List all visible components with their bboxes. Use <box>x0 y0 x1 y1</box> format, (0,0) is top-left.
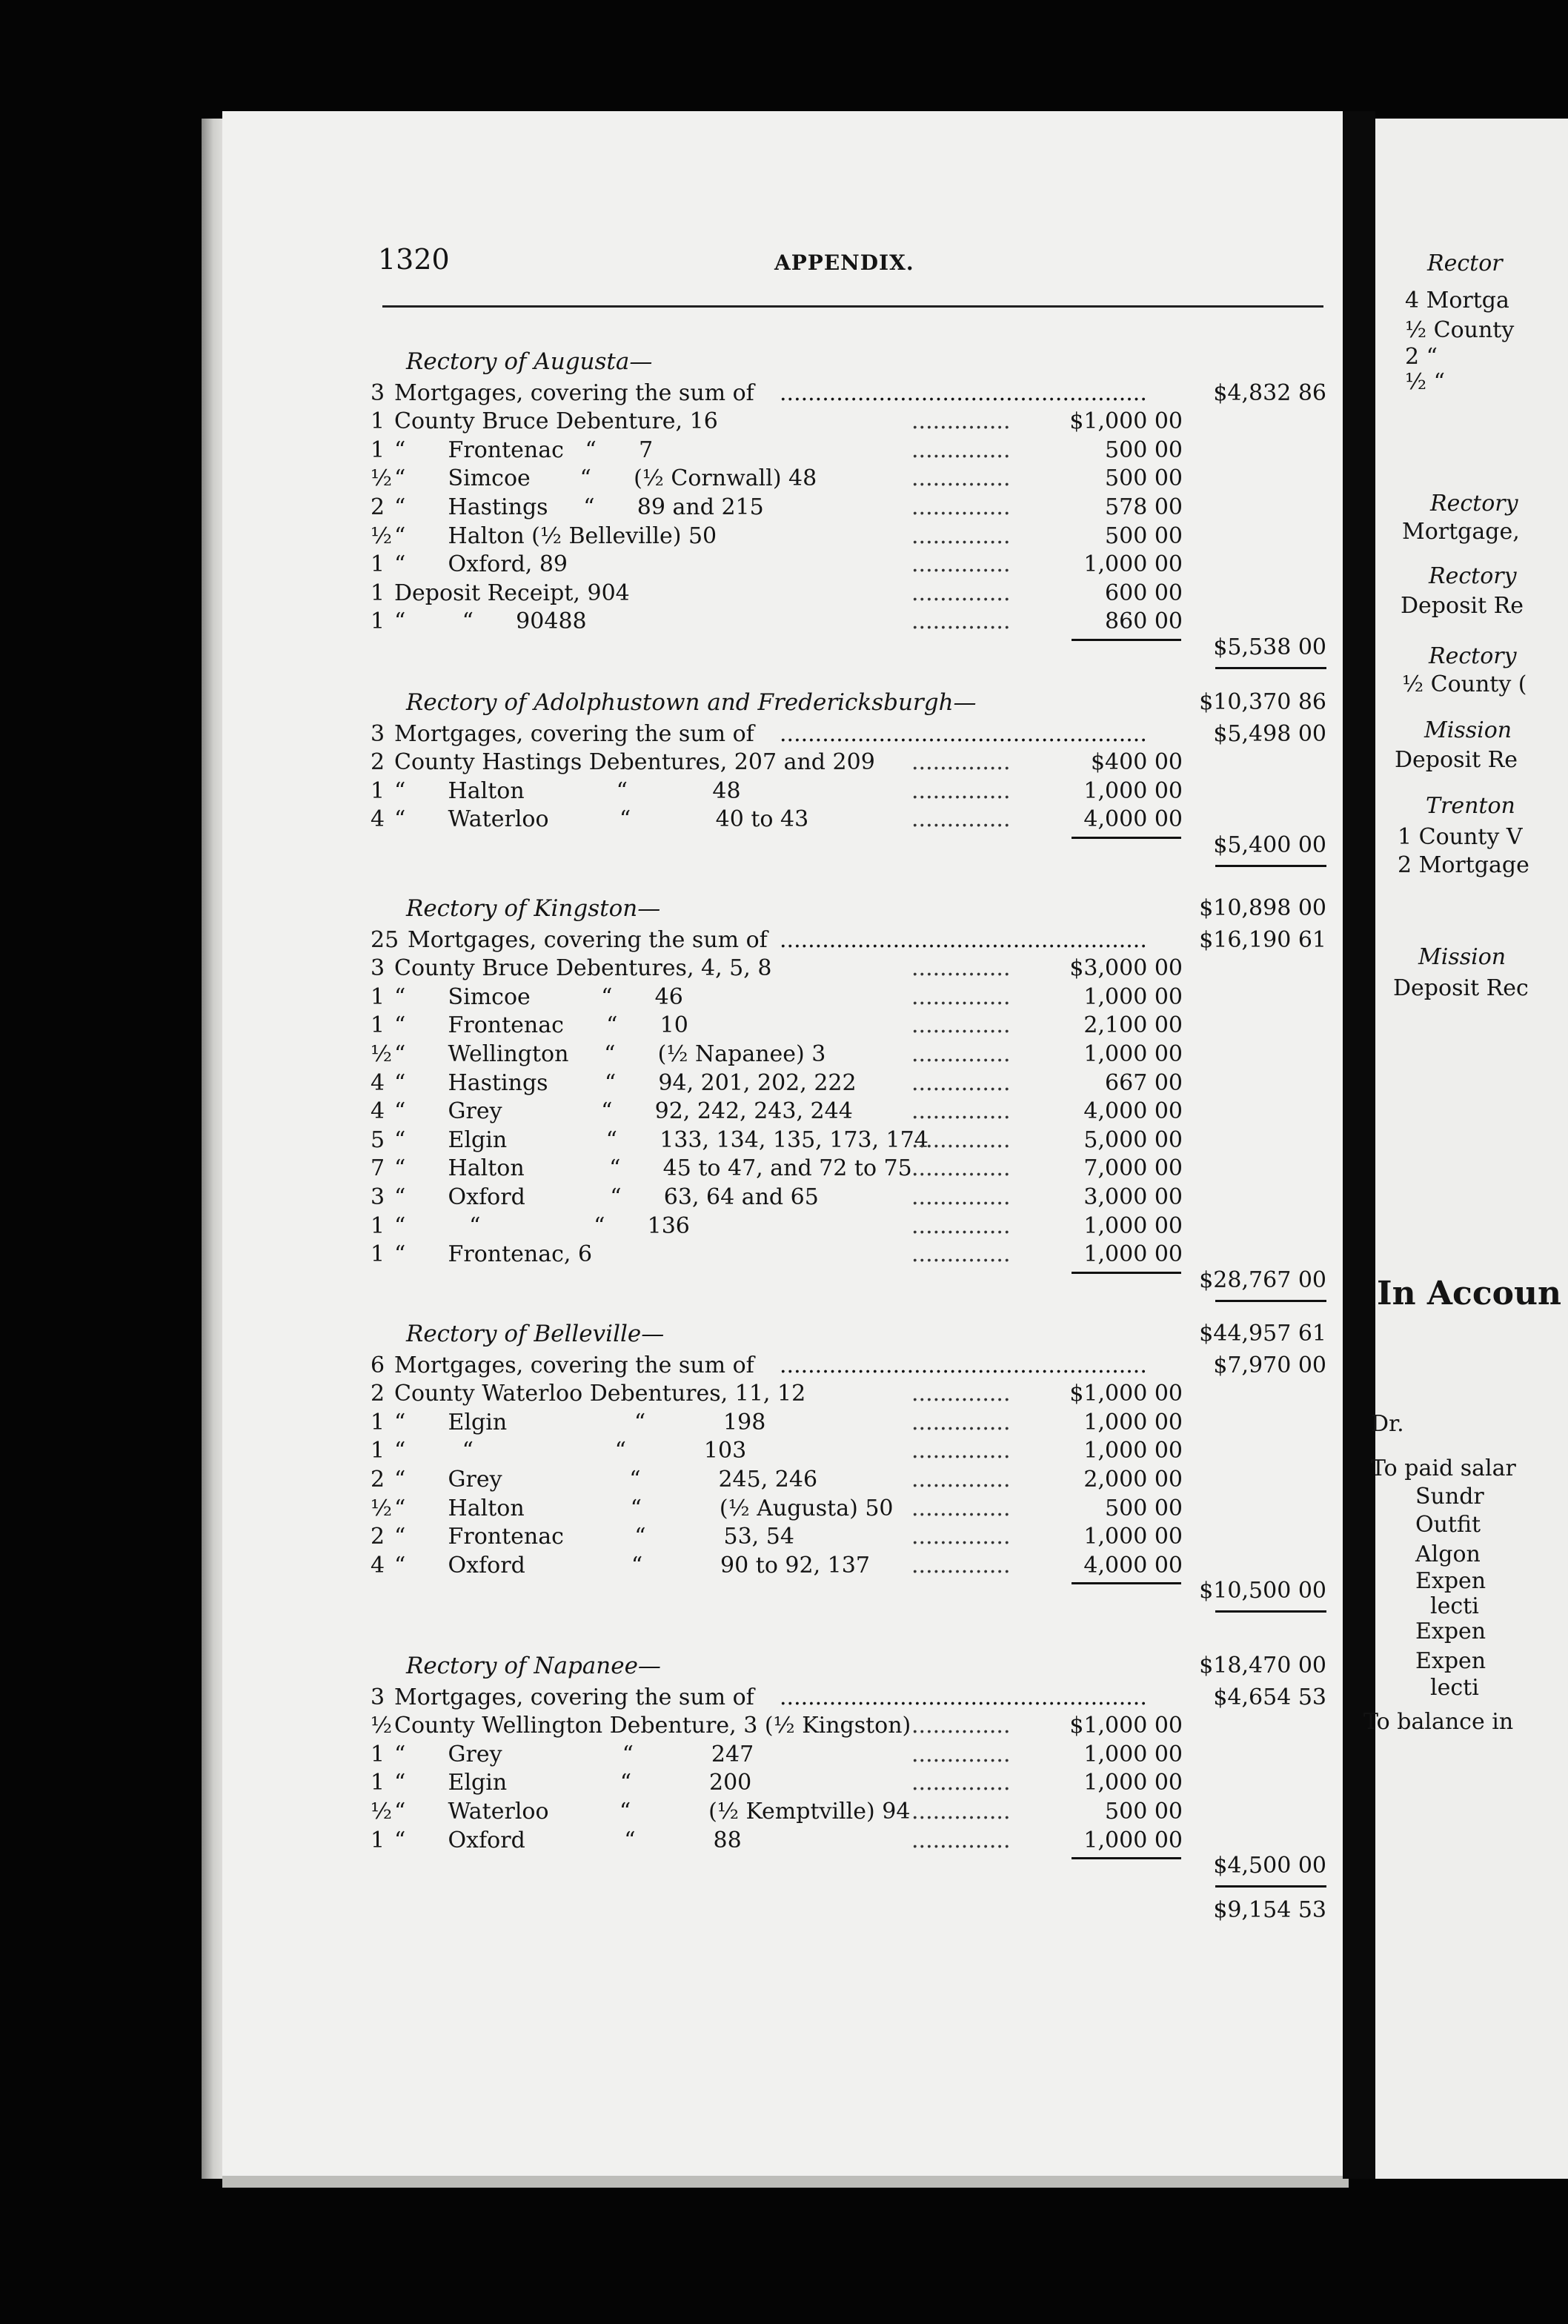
item-amount: 2,000 00 <box>1083 1467 1183 1493</box>
row-description: County Waterloo Debentures, 11, 12 <box>394 1381 806 1407</box>
leader-dots: .............. <box>911 1552 1011 1578</box>
section-title: Rectory of Kingston— <box>406 895 661 922</box>
row-description: Mortgages, covering the sum of <box>394 720 754 747</box>
item-amount: 500 00 <box>1105 1799 1183 1825</box>
row-description: “ Simcoe “ 46 <box>394 983 683 1010</box>
leader-dots: .............. <box>911 608 1011 635</box>
section-grand-total: $9,154 53 <box>1213 1897 1326 1924</box>
row-count: 4 <box>371 1098 385 1125</box>
total-rule <box>1215 1300 1326 1302</box>
row-description: “ “ “ 103 <box>394 1438 747 1464</box>
leader-dots: .............. <box>911 1770 1011 1796</box>
row-description: “ Frontenac “ 53, 54 <box>394 1524 794 1550</box>
leader-dots: .............. <box>911 436 1011 463</box>
total-rule <box>1215 1610 1326 1613</box>
section-title: Rectory of Adolphustown and Fredericksburgh— <box>406 689 977 716</box>
row-count: 1 <box>371 408 385 435</box>
facing-page-text: Deposit Re <box>1401 593 1524 619</box>
item-amount: 1,000 00 <box>1083 983 1183 1010</box>
row-count: 1 <box>371 436 385 463</box>
row-count: 3 <box>371 720 385 747</box>
item-amount: 1,000 00 <box>1083 1041 1183 1067</box>
row-count: 1 <box>371 551 385 578</box>
row-description: Mortgages, covering the sum of <box>394 1684 754 1710</box>
row-description: “ Halton “ 48 <box>394 777 741 804</box>
section-title: Rectory of Napanee— <box>406 1653 661 1679</box>
facing-page-text: Mission <box>1418 944 1506 970</box>
leader-dots: .............. <box>911 1495 1011 1521</box>
row-count: 6 <box>371 1352 385 1378</box>
facing-page-text: Expen <box>1415 1648 1486 1674</box>
section-title: Rectory of Belleville— <box>406 1321 665 1347</box>
leader-dots: .................................................... <box>780 720 1147 747</box>
row-description: “ Hastings “ 94, 201, 202, 222 <box>394 1069 857 1096</box>
row-count: 4 <box>371 1552 385 1578</box>
facing-page-text: ½ County ( <box>1402 671 1527 697</box>
item-amount: 600 00 <box>1105 580 1183 606</box>
row-count: 2 <box>371 1524 385 1550</box>
row-description: “ Oxford “ 90 to 92, 137 <box>394 1552 870 1578</box>
row-count: 3 <box>371 1184 385 1210</box>
row-count: 1 <box>371 1438 385 1464</box>
leader-dots: .............. <box>911 494 1011 520</box>
sum-rule <box>1072 1272 1181 1274</box>
leader-dots: .............. <box>911 1069 1011 1096</box>
section-subtotal: $4,500 00 <box>1213 1853 1326 1879</box>
row-count: 3 <box>371 379 385 406</box>
facing-page-text: 2 Mortgage <box>1398 852 1529 878</box>
mortgage-amount: $4,832 86 <box>1213 379 1326 406</box>
section-grand-total: $44,957 61 <box>1199 1321 1326 1347</box>
row-description: County Hastings Debentures, 207 and 209 <box>394 749 875 776</box>
leader-dots: .............. <box>911 1524 1011 1550</box>
row-description: “ Frontenac “ 7 <box>394 436 654 463</box>
item-amount: $1,000 00 <box>1069 408 1183 435</box>
facing-page-text: ½ “ <box>1405 369 1445 395</box>
leader-dots: .............. <box>911 1012 1011 1039</box>
row-description: “ “ 90488 <box>394 608 587 635</box>
row-description: County Bruce Debenture, 16 <box>394 408 718 435</box>
row-count: 3 <box>371 955 385 982</box>
item-amount: 500 00 <box>1105 522 1183 549</box>
leader-dots: .............. <box>911 1438 1011 1464</box>
row-count: ½ <box>371 1799 393 1825</box>
facing-page-text: Mortgage, <box>1402 519 1520 545</box>
row-description: “ Oxford, 89 <box>394 551 568 578</box>
row-description: “ Elgin “ 133, 134, 135, 173, 174 <box>394 1126 928 1153</box>
leader-dots: .............. <box>911 777 1011 804</box>
leader-dots: .............. <box>911 580 1011 606</box>
item-amount: 1,000 00 <box>1083 1827 1183 1853</box>
leader-dots: .............. <box>911 408 1011 435</box>
section-title: Rectory of Augusta— <box>406 348 653 375</box>
row-count: 1 <box>371 1212 385 1239</box>
row-count: ½ <box>371 465 393 492</box>
mortgage-amount: $5,498 00 <box>1213 720 1326 747</box>
header-rule <box>382 305 1323 308</box>
item-amount: 667 00 <box>1105 1069 1183 1096</box>
leader-dots: .............. <box>911 1241 1011 1268</box>
leader-dots: .............. <box>911 1098 1011 1125</box>
facing-page-text: lecti <box>1430 1593 1479 1619</box>
row-count: 1 <box>371 777 385 804</box>
item-amount: $400 00 <box>1090 749 1183 776</box>
row-description: “ Oxford “ 88 <box>394 1827 742 1853</box>
row-description: “ Elgin “ 198 <box>394 1409 766 1435</box>
leader-dots: .............. <box>911 1741 1011 1767</box>
row-count: 1 <box>371 1409 385 1435</box>
leader-dots: .............. <box>911 551 1011 578</box>
row-description: County Bruce Debentures, 4, 5, 8 <box>394 955 772 982</box>
row-count: 3 <box>371 1684 385 1710</box>
item-amount: $3,000 00 <box>1069 955 1183 982</box>
item-amount: 1,000 00 <box>1083 1212 1183 1239</box>
leader-dots: .................................................... <box>780 1684 1147 1710</box>
row-description: County Wellington Debenture, 3 (½ Kingston) <box>394 1713 911 1739</box>
row-count: ½ <box>371 522 393 549</box>
row-count: 25 <box>371 926 399 953</box>
facing-page-text: ½ County <box>1405 317 1515 343</box>
row-description: “ Waterloo “ 40 to 43 <box>394 806 809 833</box>
row-description: Mortgages, covering the sum of <box>408 926 768 953</box>
row-description: “ Halton “ 45 to 47, and 72 to 75 <box>394 1155 912 1182</box>
item-amount: $1,000 00 <box>1069 1713 1183 1739</box>
item-amount: 3,000 00 <box>1083 1184 1183 1210</box>
mortgage-amount: $7,970 00 <box>1213 1352 1326 1378</box>
row-count: 1 <box>371 983 385 1010</box>
sum-rule <box>1072 639 1181 641</box>
item-amount: 1,000 00 <box>1083 1741 1183 1767</box>
row-count: 1 <box>371 1741 385 1767</box>
item-amount: 500 00 <box>1105 436 1183 463</box>
row-count: 1 <box>371 580 385 606</box>
facing-page-text: Rector <box>1427 250 1503 276</box>
sum-rule <box>1072 1582 1181 1584</box>
item-amount: 1,000 00 <box>1083 551 1183 578</box>
item-amount: 578 00 <box>1105 494 1183 520</box>
facing-page-text: To balance in <box>1363 1709 1514 1735</box>
item-amount: 2,100 00 <box>1083 1012 1183 1039</box>
page-bottom-edge <box>222 2176 1349 2188</box>
leader-dots: .............. <box>911 1467 1011 1493</box>
leader-dots: .............. <box>911 1713 1011 1739</box>
leader-dots: .............. <box>911 1126 1011 1153</box>
section-grand-total: $18,470 00 <box>1199 1653 1326 1679</box>
row-description: “ Frontenac “ 10 <box>394 1012 688 1039</box>
facing-page-text: 2 “ <box>1405 344 1438 370</box>
mortgage-amount: $4,654 53 <box>1213 1684 1326 1710</box>
section-subtotal: $5,538 00 <box>1213 634 1326 660</box>
facing-page-text: Sundr <box>1415 1484 1484 1510</box>
row-description: “ “ “ 136 <box>394 1212 690 1239</box>
row-description: “ Grey “ 92, 242, 243, 244 <box>394 1098 853 1125</box>
item-amount: 4,000 00 <box>1083 1552 1183 1578</box>
leader-dots: .............. <box>911 1409 1011 1435</box>
leader-dots: .................................................... <box>780 926 1147 953</box>
row-count: 4 <box>371 806 385 833</box>
row-count: 2 <box>371 1381 385 1407</box>
row-description: “ Grey “ 245, 246 <box>394 1467 818 1493</box>
facing-page-text: Mission <box>1424 717 1512 743</box>
leader-dots: .............. <box>911 1799 1011 1825</box>
row-description: Mortgages, covering the sum of <box>394 1352 754 1378</box>
leader-dots: .............. <box>911 1155 1011 1182</box>
facing-page-text: Rectory <box>1429 643 1517 669</box>
item-amount: 500 00 <box>1105 465 1183 492</box>
row-count: ½ <box>371 1041 393 1067</box>
row-count: 4 <box>371 1069 385 1096</box>
leader-dots: .............. <box>911 955 1011 982</box>
facing-page-text: To paid salar <box>1371 1455 1516 1481</box>
row-count: 2 <box>371 1467 385 1493</box>
facing-page <box>1363 119 1568 2179</box>
leader-dots: .............. <box>911 1381 1011 1407</box>
facing-page-text: Dr. <box>1371 1411 1404 1437</box>
sum-rule <box>1072 1857 1181 1859</box>
total-rule <box>1215 667 1326 669</box>
total-rule <box>1215 865 1326 867</box>
leader-dots: .................................................... <box>780 379 1147 406</box>
row-description: “ Oxford “ 63, 64 and 65 <box>394 1184 819 1210</box>
leader-dots: .............. <box>911 1212 1011 1239</box>
section-subtotal: $28,767 00 <box>1199 1266 1326 1293</box>
row-count: 2 <box>371 749 385 776</box>
facing-page-text: In Accoun <box>1377 1275 1561 1312</box>
item-amount: 4,000 00 <box>1083 806 1183 833</box>
mortgage-amount: $16,190 61 <box>1199 926 1326 953</box>
row-description: “ Elgin “ 200 <box>394 1770 752 1796</box>
row-count: 2 <box>371 494 385 520</box>
facing-page-text: Outfit <box>1415 1512 1481 1538</box>
facing-page-text: Expen <box>1415 1568 1486 1594</box>
page-number: 1320 <box>378 243 450 276</box>
item-amount: 1,000 00 <box>1083 777 1183 804</box>
facing-page-text: Rectory <box>1430 491 1518 517</box>
leader-dots: .............. <box>911 465 1011 492</box>
page-title: APPENDIX. <box>774 250 914 275</box>
row-count: 1 <box>371 1012 385 1039</box>
facing-page-text: Rectory <box>1429 563 1517 589</box>
leader-dots: .............. <box>911 749 1011 776</box>
leader-dots: .............. <box>911 1827 1011 1853</box>
item-amount: 5,000 00 <box>1083 1126 1183 1153</box>
book-spine <box>1343 111 1375 2179</box>
row-count: 1 <box>371 608 385 635</box>
row-description: “ Halton (½ Belleville) 50 <box>394 522 717 549</box>
item-amount: $1,000 00 <box>1069 1381 1183 1407</box>
facing-page-text: 1 County V <box>1398 824 1523 850</box>
item-amount: 1,000 00 <box>1083 1409 1183 1435</box>
row-count: 1 <box>371 1241 385 1268</box>
row-count: ½ <box>371 1713 393 1739</box>
row-count: 1 <box>371 1770 385 1796</box>
section-grand-total: $10,898 00 <box>1199 895 1326 921</box>
facing-page-text: Expen <box>1415 1618 1486 1644</box>
row-description: “ Wellington “ (½ Napanee) 3 <box>394 1041 826 1067</box>
row-description: Deposit Receipt, 904 <box>394 580 630 606</box>
item-amount: 500 00 <box>1105 1495 1183 1521</box>
facing-page-text: Algon <box>1415 1541 1481 1567</box>
row-description: “ Waterloo “ (½ Kemptville) 94 <box>394 1799 911 1825</box>
facing-page-text: lecti <box>1430 1675 1479 1701</box>
facing-page-text: Trenton <box>1426 793 1515 819</box>
item-amount: 1,000 00 <box>1083 1438 1183 1464</box>
leader-dots: .............. <box>911 983 1011 1010</box>
section-subtotal: $10,500 00 <box>1199 1578 1326 1604</box>
leader-dots: .............. <box>911 1184 1011 1210</box>
leader-dots: .................................................... <box>780 1352 1147 1378</box>
row-count: 1 <box>371 1827 385 1853</box>
leader-dots: .............. <box>911 522 1011 549</box>
row-description: “ Grey “ 247 <box>394 1741 754 1767</box>
row-description: “ Halton “ (½ Augusta) 50 <box>394 1495 894 1521</box>
row-count: ½ <box>371 1495 393 1521</box>
section-grand-total: $10,370 86 <box>1199 689 1326 715</box>
row-description: “ Simcoe “ (½ Cornwall) 48 <box>394 465 817 492</box>
item-amount: 4,000 00 <box>1083 1098 1183 1125</box>
sum-rule <box>1072 837 1181 839</box>
facing-page-text: Deposit Re <box>1395 747 1518 773</box>
facing-page-text: Deposit Rec <box>1393 975 1529 1001</box>
leader-dots: .............. <box>911 1041 1011 1067</box>
row-count: 5 <box>371 1126 385 1153</box>
total-rule <box>1215 1885 1326 1888</box>
row-count: 7 <box>371 1155 385 1182</box>
item-amount: 1,000 00 <box>1083 1241 1183 1268</box>
section-subtotal: $5,400 00 <box>1213 832 1326 858</box>
facing-page-text: 4 Mortga <box>1405 288 1509 313</box>
leader-dots: .............. <box>911 806 1011 833</box>
row-description: “ Hastings “ 89 and 215 <box>394 494 764 520</box>
item-amount: 7,000 00 <box>1083 1155 1183 1182</box>
item-amount: 1,000 00 <box>1083 1524 1183 1550</box>
row-description: “ Frontenac, 6 <box>394 1241 593 1268</box>
item-amount: 1,000 00 <box>1083 1770 1183 1796</box>
row-description: Mortgages, covering the sum of <box>394 379 754 406</box>
item-amount: 860 00 <box>1105 608 1183 635</box>
